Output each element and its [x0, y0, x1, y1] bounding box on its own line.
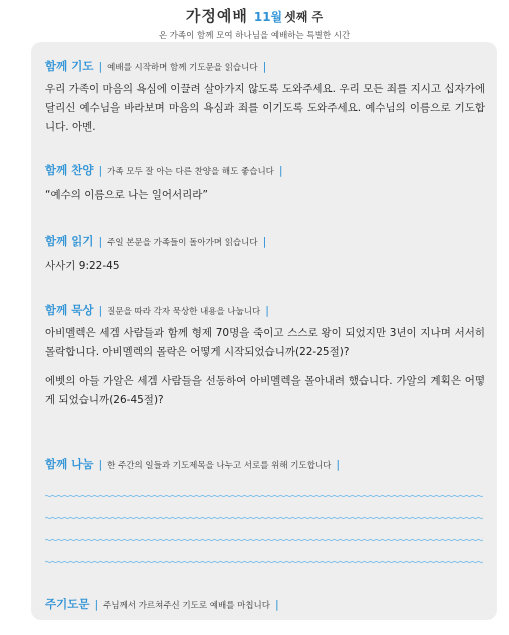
title-text: 가정예배 [185, 7, 248, 25]
divider: | [98, 304, 103, 317]
praise-section [45, 162, 485, 205]
lords-prayer-title: 주기도문 [45, 597, 90, 611]
praise-heading [45, 162, 485, 180]
week-label: 셋째 주 [284, 10, 324, 24]
divider: | [336, 458, 341, 471]
meditation-title: 함께 묵상 [45, 303, 94, 317]
divider: | [98, 164, 103, 177]
sharing-title: 함께 나눔 [45, 457, 94, 471]
reading-text: 사사기 9:22-45 [45, 260, 120, 272]
divider: | [98, 235, 103, 248]
prayer-text: 우리 가족이 마음의 욕심에 이끌려 살아가지 않도록 도와주세요. 우리 모든 죄를 지시고 십자가에 달리신 예수님을 바라보며 마음의 욕심과 죄를 이기도록 도와주세요. 예수님의 이름으로 기도합니다. 아멘. [45, 83, 485, 133]
divider: | [262, 235, 267, 248]
wave-lines [45, 488, 483, 576]
writing-line [45, 517, 483, 518]
prayer-section [45, 58, 485, 137]
page-title [0, 6, 509, 27]
sharing-desc: 한 주간의 일들과 기도제목을 나누고 서로를 위해 기도합니다 [107, 461, 332, 471]
divider: | [265, 304, 269, 317]
prayer-heading [45, 58, 485, 76]
subtitle: 온 가족이 함께 모여 하나님을 예배하는 특별한 시간 [158, 31, 351, 41]
meditation-question-1: 아비멜렉은 세겜 사람들과 함께 형제 70명을 죽이고 스스로 왕이 되었지만 3년이 지나며 서서히 몰락합니다. 아비멜렉의 몰락은 어떻게 시작되었습니까(22-25절)? [45, 327, 485, 358]
header [0, 0, 509, 42]
reading-section [45, 233, 485, 276]
lords-prayer-heading [45, 596, 485, 614]
reading-desc: 주일 본문을 가족들이 돌아가며 읽습니다 [107, 238, 258, 248]
divider: | [94, 598, 99, 611]
writing-lines [45, 488, 483, 576]
writing-line [45, 561, 483, 562]
prayer-desc: 예배를 시작하며 함께 기도문을 읽습니다 [107, 63, 258, 73]
reading-title: 함께 읽기 [45, 234, 94, 248]
month-label: 11월 [253, 10, 283, 24]
meditation-question-2: 에벳의 아들 가알은 세겜 사람들을 선동하여 아비멜렉을 몰아내려 했습니다. 가알의 계획은 어떻게 되었습니까(26-45절)? [45, 375, 485, 406]
divider: | [98, 458, 103, 471]
meditation-section [45, 302, 485, 410]
divider: | [278, 164, 283, 177]
sharing-section [45, 456, 485, 474]
meditation-heading [45, 302, 485, 320]
prayer-title: 함께 기도 [45, 59, 94, 73]
praise-desc: 가족 모두 잘 아는 다른 찬양을 해도 좋습니다 [107, 167, 274, 177]
writing-line [45, 495, 483, 496]
divider: | [98, 60, 103, 73]
lords-prayer-section [45, 596, 485, 614]
sharing-heading [45, 456, 485, 474]
writing-line [45, 539, 483, 540]
divider: | [274, 598, 279, 611]
worship-card [31, 42, 497, 620]
praise-text: “예수의 이름으로 나는 일어서리라” [45, 189, 208, 201]
divider: | [262, 60, 267, 73]
lords-prayer-desc: 주님께서 가르쳐주신 기도로 예배를 마칩니다 [103, 601, 270, 611]
reading-heading [45, 233, 485, 251]
praise-title: 함께 찬양 [45, 163, 94, 177]
meditation-desc: 질문을 따라 각자 묵상한 내용을 나눕니다 [107, 307, 261, 317]
